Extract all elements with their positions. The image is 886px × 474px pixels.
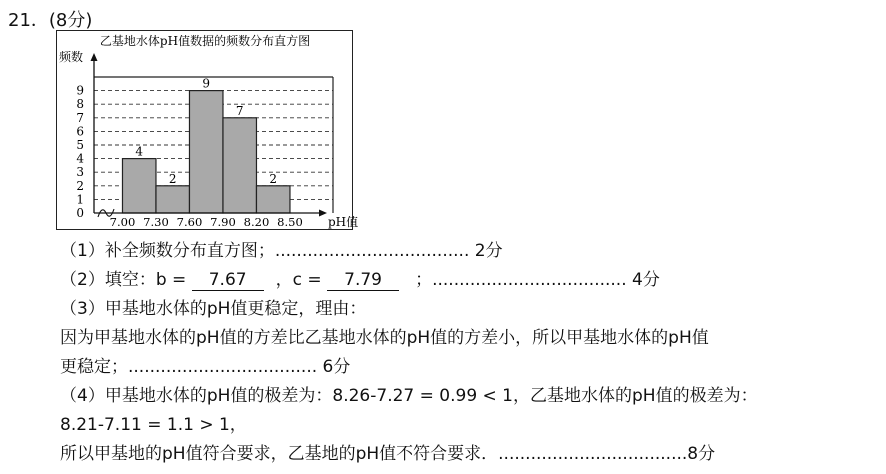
answer-4-line-3: 所以甲基地的pH值符合要求，乙基地的pH值不符合要求．...................................8分 xyxy=(60,444,716,464)
answer-2-c-value: 7.79 xyxy=(327,270,399,291)
y-tick-label: 8 xyxy=(76,97,84,112)
answer-2-b-value: 7.67 xyxy=(192,270,264,291)
histogram-chart xyxy=(56,30,359,230)
y-tick-label: 4 xyxy=(76,151,84,166)
x-tick-label: 7.90 xyxy=(210,215,236,229)
x-tick-label: 7.30 xyxy=(143,215,169,229)
answer-2-suffix: ；.................................... 4分 xyxy=(415,270,660,290)
y-tick-label: 6 xyxy=(76,124,84,139)
answer-3-reason-line-1: 因为甲基地水体的pH值的方差比乙基地水体的pH值的方差小，所以甲基地水体的pH值 xyxy=(60,328,709,348)
x-tick-label: 7.00 xyxy=(109,215,136,229)
answer-1: （1）补全频数分布直方图；.................................... 2分 xyxy=(60,241,503,261)
answer-3-heading: （3）甲基地水体的pH值更稳定，理由： xyxy=(60,299,367,319)
question-header: 21．(8分) xyxy=(8,10,93,31)
answer-4-line-1: （4）甲基地水体的pH值的极差为：8.26-7.27 = 0.99 < 1，乙基地水体的pH值的极差为： xyxy=(60,386,758,406)
bar-data-label: 9 xyxy=(202,76,211,91)
answer-2-prefix: （2）填空：b = xyxy=(60,270,192,290)
answer-2-mid: ，c = xyxy=(275,270,328,290)
histogram-svg xyxy=(57,31,359,231)
histogram-bar xyxy=(256,186,290,213)
answer-4-line-2: 8.21-7.11 = 1.1 > 1， xyxy=(60,415,247,435)
y-tick-label: 1 xyxy=(76,192,84,207)
y-axis-label: 频数 xyxy=(59,50,84,64)
x-tick-label: 8.50 xyxy=(277,215,303,229)
y-tick-label: 2 xyxy=(76,178,84,193)
y-tick-label: 0 xyxy=(76,206,84,220)
answer-2 xyxy=(60,265,660,291)
histogram-bar xyxy=(223,118,257,213)
y-tick-label: 5 xyxy=(76,138,84,152)
y-tick-label: 7 xyxy=(76,110,84,125)
histogram-bar xyxy=(189,91,223,213)
y-axis-arrow xyxy=(91,53,98,61)
bar-data-label: 2 xyxy=(168,171,177,186)
bar-data-label: 2 xyxy=(269,171,278,186)
x-tick-label: 8.20 xyxy=(243,215,270,229)
histogram-bar xyxy=(156,186,190,213)
bar-data-label: 4 xyxy=(135,144,144,159)
histogram-bar xyxy=(122,159,156,213)
bar-data-label: 7 xyxy=(235,103,244,118)
y-tick-label: 9 xyxy=(76,83,84,98)
y-tick-label: 3 xyxy=(76,165,84,180)
x-axis-arrow xyxy=(319,210,327,217)
x-tick-label: 7.60 xyxy=(176,215,203,229)
chart-title: 乙基地水体pH值数据的频数分布直方图 xyxy=(99,34,311,48)
x-axis-label: pH值 xyxy=(328,215,359,229)
answer-3-reason-line-2: 更稳定；................................... 6分 xyxy=(60,357,351,377)
